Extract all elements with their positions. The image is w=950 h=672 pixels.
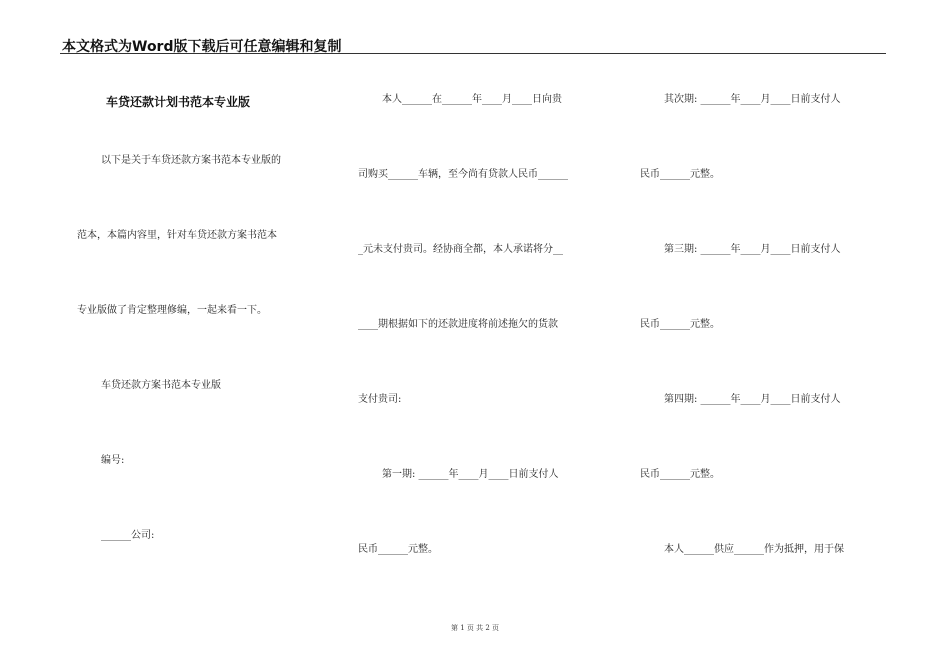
col1-line-2: 范本，本篇内容里，针对车贷还款方案书范本 [77,230,277,241]
col3-line-6: 民币______元整。 [640,469,720,480]
col3-line-3: 第三期: ______年____月____日前支付人 [664,244,841,255]
col1-line-5: 编号: [101,455,125,466]
page-header-title: 本文格式为Word版下载后可任意编辑和复制 [62,39,342,55]
col2-line-5: 支付贵司: [358,394,402,405]
col3-line-4: 民币______元整。 [640,319,720,330]
col1-line-4: 车贷还款方案书范本专业版 [101,380,221,391]
col3-line-1: 其次期: ______年____月____日前支付人 [664,94,841,105]
col3-line-2: 民币______元整。 [640,169,720,180]
col1-line-6: ______公司: [101,530,155,541]
col2-line-3: _元未支付贵司。经协商全都，本人承诺将分__ [358,244,563,255]
col2-line-6: 第一期: ______年____月____日前支付人 [382,469,559,480]
col3-line-7: 本人______供应______作为抵押，用于保 [664,544,844,555]
col1-line-1: 以下是关于车贷还款方案书范本专业版的 [101,155,281,166]
header-divider [60,53,886,54]
col2-line-4: ____期根据如下的还款进度将前述拖欠的货款 [358,319,558,330]
page-number-footer: 第 1 页 共 2 页 [450,624,500,632]
col3-line-5: 第四期: ______年____月____日前支付人 [664,394,841,405]
col1-line-3: 专业版做了肯定整理修编，一起来看一下。 [77,305,267,316]
col2-line-2: 司购买______车辆，至今尚有贷款人民币______ [358,169,568,180]
col2-line-7: 民币______元整。 [358,544,438,555]
col2-line-1: 本人______在______年____月____日向贵 [382,94,562,105]
document-title: 车贷还款计划书范本专业版 [106,95,251,109]
